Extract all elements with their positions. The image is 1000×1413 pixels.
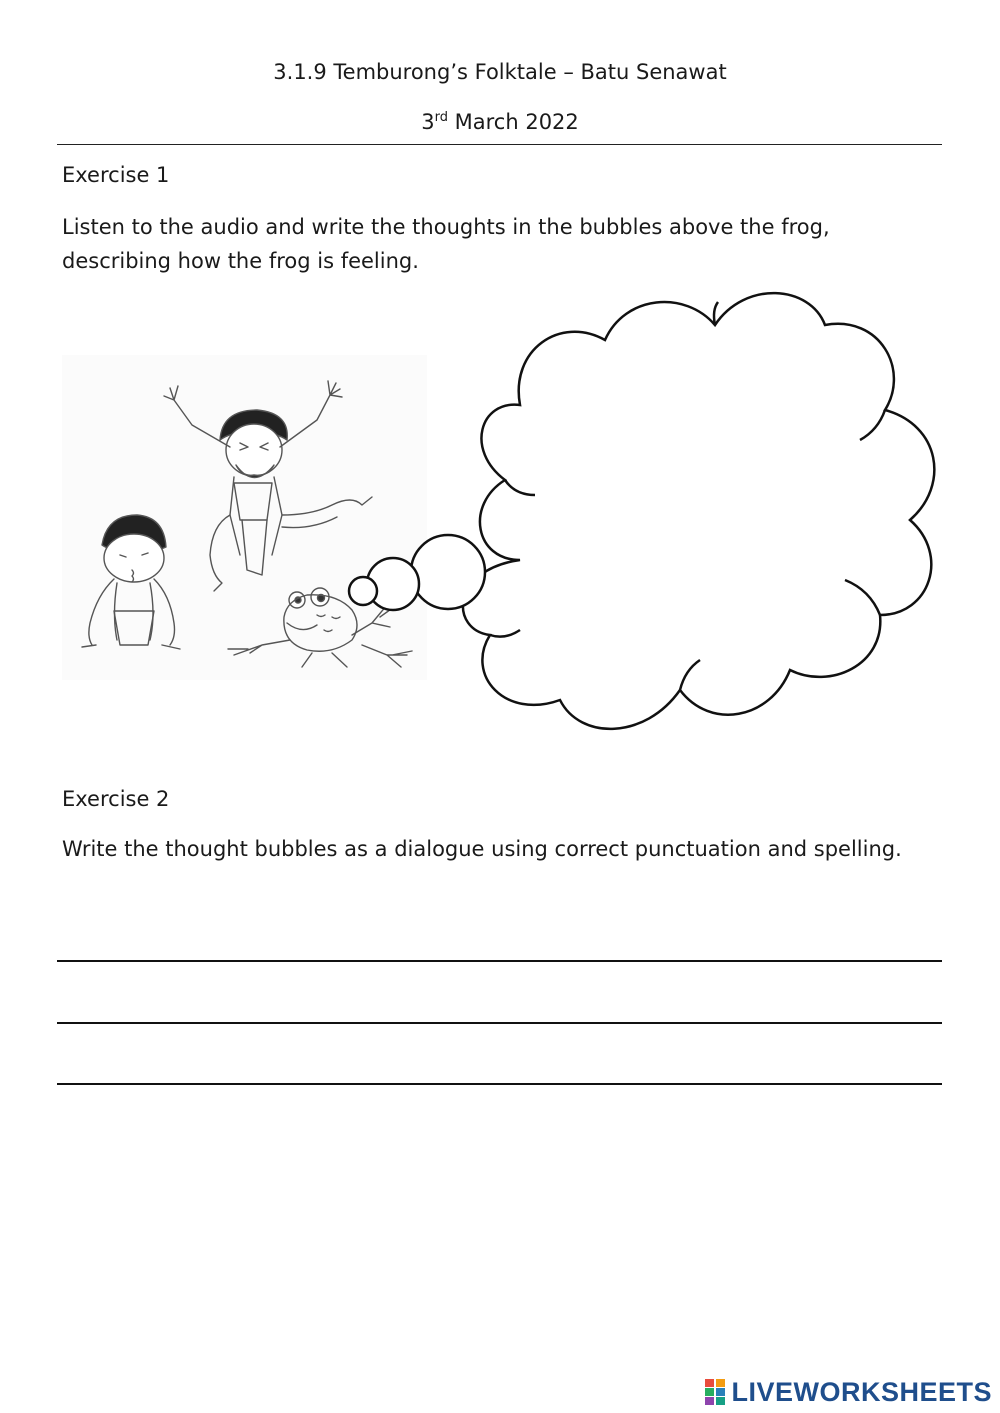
date-month-year: March 2022 bbox=[447, 110, 579, 134]
answer-line[interactable] bbox=[57, 960, 942, 962]
worksheet-date bbox=[0, 110, 1000, 134]
answer-line[interactable] bbox=[57, 1022, 942, 1024]
header-divider bbox=[57, 144, 942, 145]
exercise-1-instructions bbox=[62, 210, 922, 278]
liveworksheets-logo-text: LIVEWORKSHEETS bbox=[731, 1376, 992, 1407]
date-day: 3 bbox=[421, 110, 435, 134]
thought-cloud bbox=[463, 293, 934, 729]
exercise-1-heading: Exercise 1 bbox=[62, 163, 170, 187]
thought-dot-large bbox=[411, 535, 485, 609]
exercise-2-heading: Exercise 2 bbox=[62, 787, 170, 811]
thought-bubble bbox=[340, 270, 950, 760]
liveworksheets-logo bbox=[705, 1376, 992, 1408]
worksheet-title: 3.1.9 Temburong’s Folktale – Batu Senawat bbox=[273, 60, 727, 84]
exercise-1-instructions-line-1: Listen to the audio and write the thoughts in the bubbles above the frog, bbox=[62, 215, 830, 239]
liveworksheets-logo-icon bbox=[705, 1379, 727, 1405]
exercise-2-instructions: Write the thought bubbles as a dialogue using correct punctuation and spelling. bbox=[62, 837, 902, 861]
date-suffix: rd bbox=[434, 110, 448, 125]
exercise-1-instructions-line-2: describing how the frog is feeling. bbox=[62, 249, 419, 273]
thought-dot-small bbox=[349, 577, 377, 605]
answer-line[interactable] bbox=[57, 1083, 942, 1085]
